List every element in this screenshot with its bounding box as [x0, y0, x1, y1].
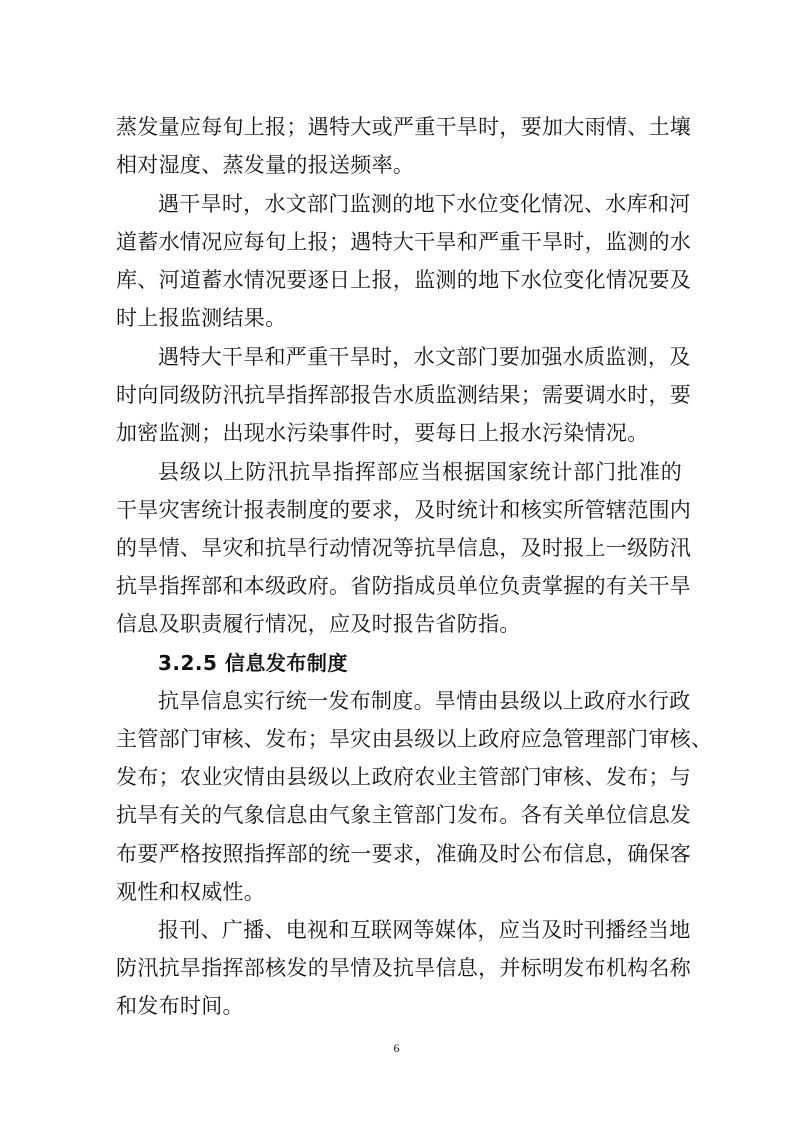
paragraph-line: 主管部门审核、发布；旱灾由县级以上政府应急管理部门审核、: [116, 727, 713, 751]
page-number: 6: [393, 1041, 400, 1055]
section-heading: 3.2.5 信息发布制度: [158, 651, 348, 675]
paragraph-line: 信息及职责履行情况，应及时报告省防指。: [116, 612, 521, 636]
paragraph-line: 抗旱有关的气象信息由气象主管部门发布。各有关单位信息发: [116, 803, 692, 827]
paragraph-line: 和发布时间。: [116, 994, 244, 1018]
paragraph-line: 布要严格按照指挥部的统一要求，准确及时公布信息，确保客: [116, 842, 692, 866]
paragraph-line: 抗旱信息实行统一发布制度。旱情由县级以上政府水行政: [158, 689, 691, 713]
paragraph-line: 时上报监测结果。: [116, 306, 287, 330]
paragraph-line: 蒸发量应每旬上报；遇特大或严重干旱时，要加大雨情、土壤: [116, 115, 692, 139]
paragraph-line: 观性和权威性。: [116, 880, 266, 904]
paragraph-line: 县级以上防汛抗旱指挥部应当根据国家统计部门批准的: [158, 460, 682, 484]
paragraph-line: 抗旱指挥部和本级政府。省防指成员单位负责掌握的有关干旱: [116, 574, 692, 598]
paragraph-line: 的旱情、旱灾和抗旱行动情况等抗旱信息，及时报上一级防汛: [116, 536, 692, 560]
paragraph-line: 相对湿度、蒸发量的报送频率。: [116, 153, 415, 177]
paragraph-line: 加密监测；出现水污染事件时，要每日上报水污染情况。: [116, 421, 649, 445]
paragraph-line: 防汛抗旱指挥部核发的旱情及抗旱信息，并标明发布机构名称: [116, 956, 692, 980]
paragraph-line: 遇特大干旱和严重干旱时，水文部门要加强水质监测，及: [158, 345, 691, 369]
paragraph-line: 库、河道蓄水情况要逐日上报，监测的地下水位变化情况要及: [116, 268, 692, 292]
paragraph-line: 道蓄水情况应每旬上报；遇特大干旱和严重干旱时，监测的水: [116, 230, 692, 254]
paragraph-line: 遇干旱时，水文部门监测的地下水位变化情况、水库和河: [158, 192, 691, 216]
paragraph-line: 干旱灾害统计报表制度的要求，及时统计和核实所管辖范围内: [116, 498, 692, 522]
paragraph-line: 发布；农业灾情由县级以上政府农业主管部门审核、发布；与: [116, 765, 692, 789]
paragraph-line: 时向同级防汛抗旱指挥部报告水质监测结果；需要调水时，要: [116, 383, 692, 407]
paragraph-line: 报刊、广播、电视和互联网等媒体，应当及时刊播经当地: [158, 918, 691, 942]
